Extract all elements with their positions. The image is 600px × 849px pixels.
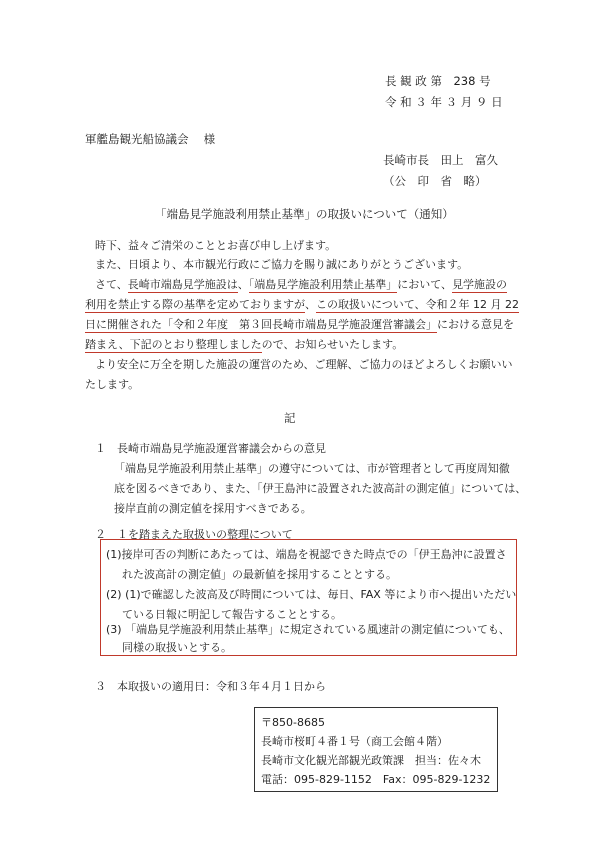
section-2-item-3-line-2: 同様の取扱いとする。: [122, 641, 232, 654]
underlined-text: 「令和２年度 第３回長崎市端島見学施設運営審議会」: [162, 318, 437, 331]
text-segment: 、: [237, 278, 249, 291]
subject-title: 「端島見学施設利用禁止基準」の取扱いについて（通知）: [155, 207, 454, 221]
section-3-heading: ３ 本取扱いの適用日：令和３年４月１日から: [95, 680, 326, 693]
department-contact: 長崎市文化観光部観光政策課 担当：佐々木: [261, 754, 481, 767]
underlined-text: 長崎市端島見学施設は: [127, 278, 238, 291]
section-1-heading: １ 長崎市端島見学施設運営審議会からの意見: [95, 442, 326, 455]
text-segment: ので、お知らせいたします。: [261, 338, 404, 351]
text-segment: 、: [305, 298, 316, 311]
address: 長崎市桜町４番１号（商工会館４階）: [261, 735, 448, 748]
underlined-text: この取扱いについて、令和２年 12 月 22: [316, 298, 520, 311]
thanks-line: また、日頃より、本市観光行政にご協力を賜り誠にありがとうございます。: [95, 258, 469, 271]
paragraph-4-line-1: より安全に万全を期した施設の運営のため、ご理解、ご協力のほどよろしくお願いい: [95, 358, 513, 371]
sender-title: 長崎市長 田上 富久: [383, 153, 498, 167]
seal-omitted-note: （公 印 省 略）: [383, 174, 487, 188]
greeting-line: 時下、益々ご清栄のこととお喜び申し上げます。: [95, 239, 337, 252]
postal-code: 〒850-8685: [261, 716, 325, 729]
underlined-text: 踏まえ、下記のとおり整理しました: [85, 338, 262, 351]
section-2-item-1-line-1: (1)接岸可否の判断にあたっては、端島を視認できた時点での「伊王島沖に設置さ: [106, 548, 507, 561]
paragraph-3-line-3: [85, 316, 514, 332]
phone-fax: 電話：095-829-1152 Fax：095-829-1232: [261, 773, 491, 786]
section-2-heading: ２ １を踏まえた取扱いの整理について: [95, 528, 293, 541]
paragraph-3-line-1: [95, 276, 507, 292]
document-number: 長 観 政 第 238 号: [385, 74, 491, 88]
section-2-item-3-line-1: (3) 「端島見学施設利用禁止基準」に規定されている風速計の測定値についても、: [106, 623, 510, 636]
paragraph-4-line-2: たします。: [85, 378, 140, 391]
underlined-text: 日に開催された: [85, 318, 162, 331]
contact-box: [254, 707, 498, 792]
paragraph-3-line-4: [85, 336, 403, 352]
section-2-item-1-line-2: れた波高計の測定値」の最新値を採用することとする。: [122, 568, 397, 581]
section-1-line-3: 接岸直前の測定値を採用すべきである。: [114, 502, 312, 515]
section-2-item-2-line-2: ている日報に明記して報告することとする。: [122, 608, 342, 621]
section-2-item-2-line-1: (2) (1)で確認した波高及び時間については、毎日、FAX 等により市へ提出いただい: [106, 588, 517, 601]
underlined-text: 見学施設の: [452, 278, 508, 291]
underlined-text: 利用を禁止する際の基準を定めておりますが: [85, 298, 305, 311]
text-segment: において、: [397, 278, 453, 291]
issue-date: 令 和 ３ 年 ３ 月 ９ 日: [385, 95, 503, 109]
section-1-line-1: 「端島見学施設利用禁止基準」の遵守については、市が管理者として再度周知徹: [114, 462, 510, 475]
text-segment: における意見を: [437, 318, 514, 331]
paragraph-3-line-2: [85, 296, 519, 312]
recipient: 軍艦島観光船協議会 様: [85, 132, 216, 146]
ki-heading: 記: [284, 411, 296, 425]
section-1-line-2: 底を図るべきであり、また、｢伊王島沖に設置された波高計の測定値」については、: [114, 482, 527, 495]
text-segment: さて、: [95, 278, 128, 291]
underlined-text: 「端島見学施設利用禁止基準」: [248, 278, 398, 291]
